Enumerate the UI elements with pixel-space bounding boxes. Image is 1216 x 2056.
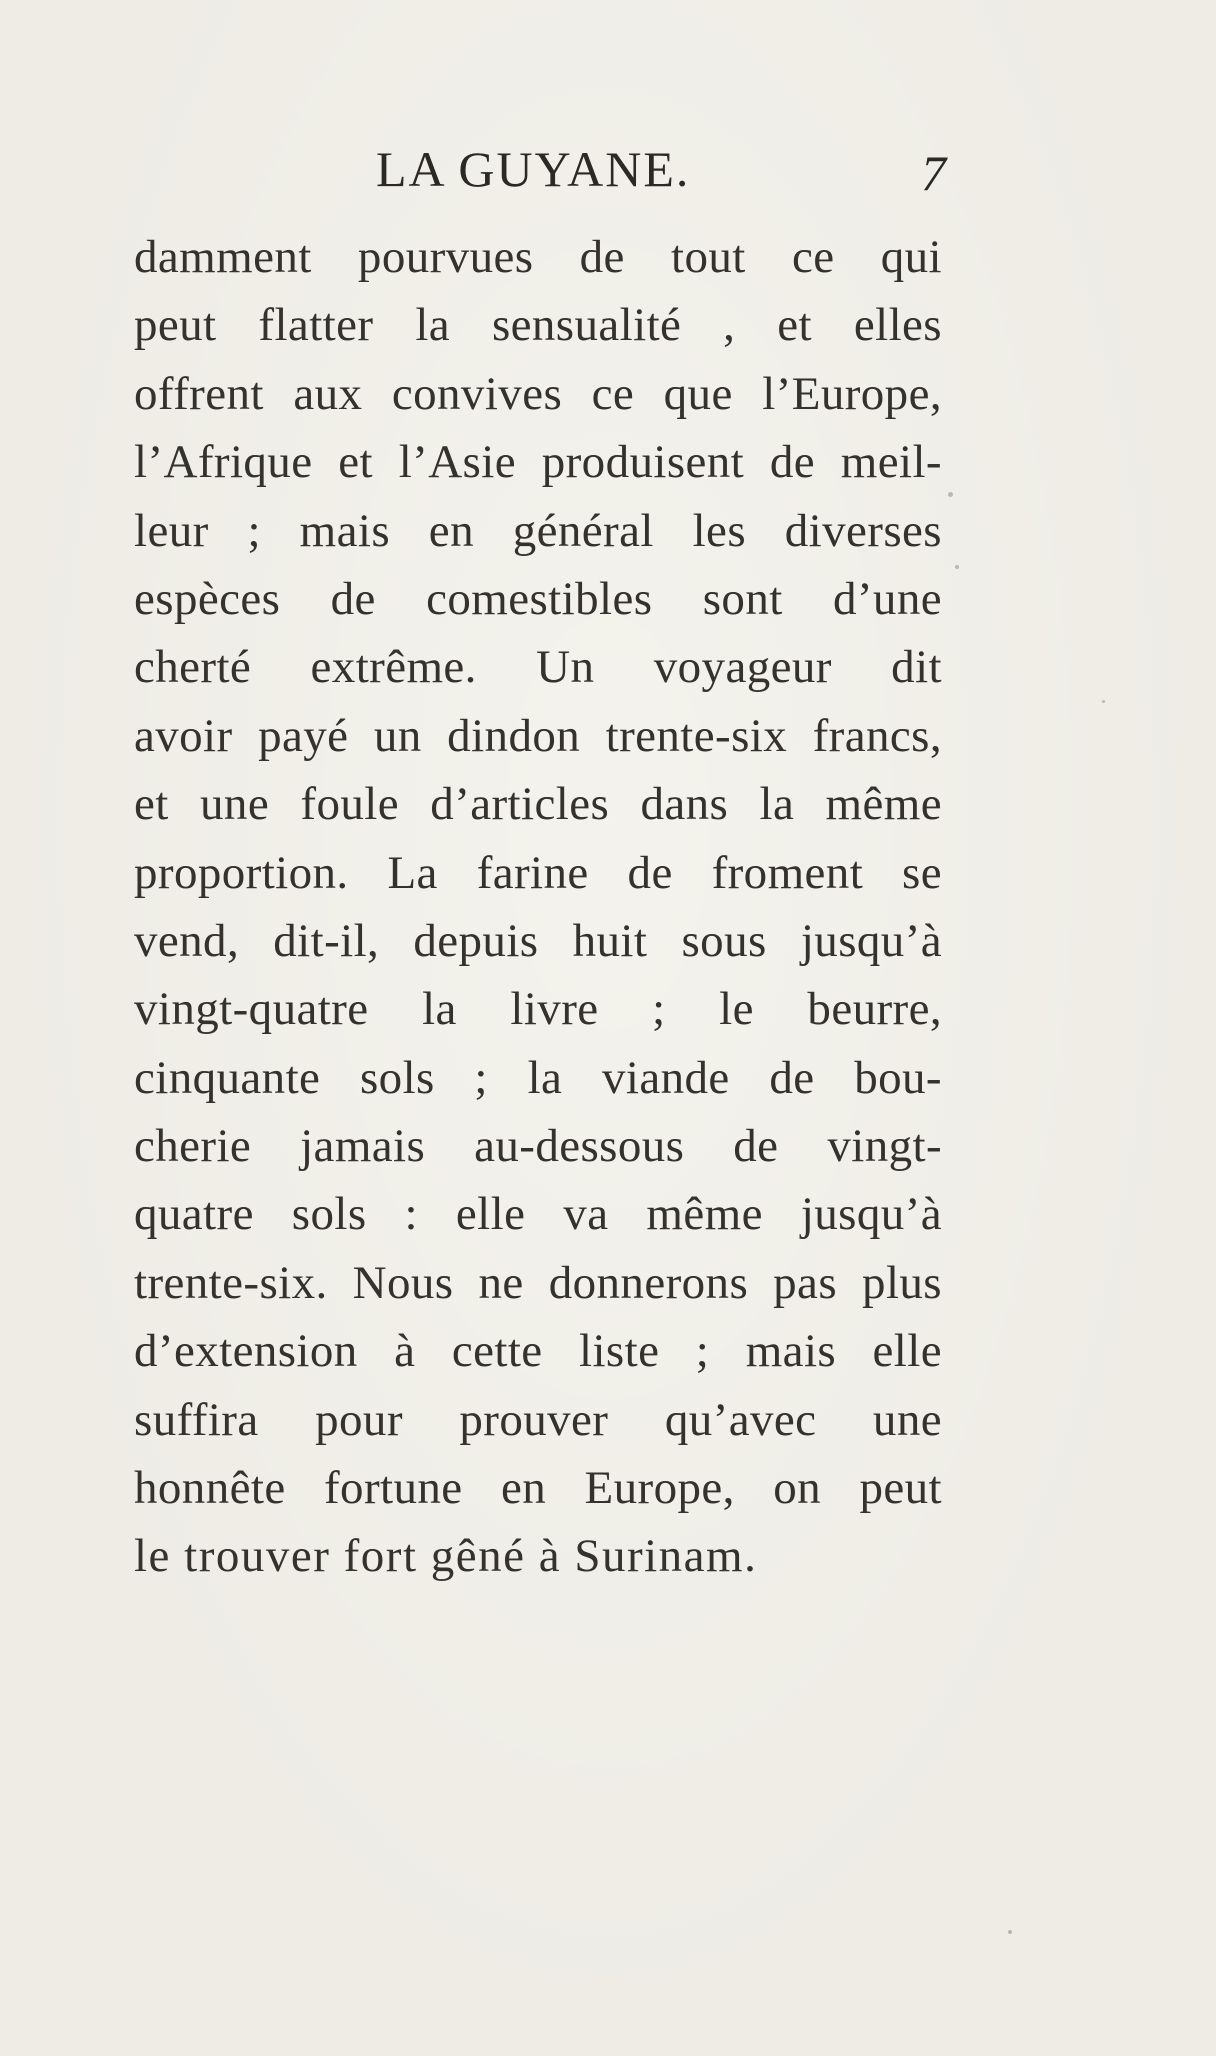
text-line: offrent aux convives ce que l’Europe, xyxy=(134,367,942,420)
body-paragraph xyxy=(134,223,942,1591)
paper-speck xyxy=(1008,1930,1012,1934)
text-line: cherie jamais au-dessous de vingt- xyxy=(134,1120,942,1173)
text-line: leur ; mais en général les diverses xyxy=(134,504,942,557)
text-line: vend, dit-il, depuis huit sous jusqu’à xyxy=(134,914,942,967)
text-line: avoir payé un dindon trente-six francs, xyxy=(134,709,942,762)
text-line: le trouver fort gêné à Surinam. xyxy=(134,1530,758,1583)
text-line: cinquante sols ; la viande de bou- xyxy=(134,1051,942,1104)
text-line: damment pourvues de tout ce qui xyxy=(134,231,942,283)
page-number: 7 xyxy=(921,145,946,201)
text-line: d’extension à cette liste ; mais elle xyxy=(134,1325,942,1378)
text-line: trente-six. Nous ne donnerons pas plus xyxy=(134,1256,942,1309)
paper-speck xyxy=(1102,700,1105,703)
running-head xyxy=(136,140,946,210)
running-title: LA GUYANE. xyxy=(376,141,691,197)
paper-speck xyxy=(948,492,953,497)
text-line: vingt-quatre la livre ; le beurre, xyxy=(134,983,942,1036)
text-line: cherté extrême. Un voyageur dit xyxy=(134,641,942,694)
paper-speck xyxy=(955,565,959,569)
text-line: peut flatter la sensualité , et elles xyxy=(134,299,942,352)
text-line: honnête fortune en Europe, on peut xyxy=(134,1462,942,1515)
text-line: espèces de comestibles sont d’une xyxy=(134,572,942,625)
text-line: quatre sols : elle va même jusqu’à xyxy=(134,1188,942,1241)
text-line: proportion. La farine de froment se xyxy=(134,846,942,899)
text-line: l’Afrique et l’Asie produisent de meil- xyxy=(134,436,942,489)
text-line: et une foule d’articles dans la même xyxy=(134,778,942,831)
text-line: suffira pour prouver qu’avec une xyxy=(134,1393,942,1446)
